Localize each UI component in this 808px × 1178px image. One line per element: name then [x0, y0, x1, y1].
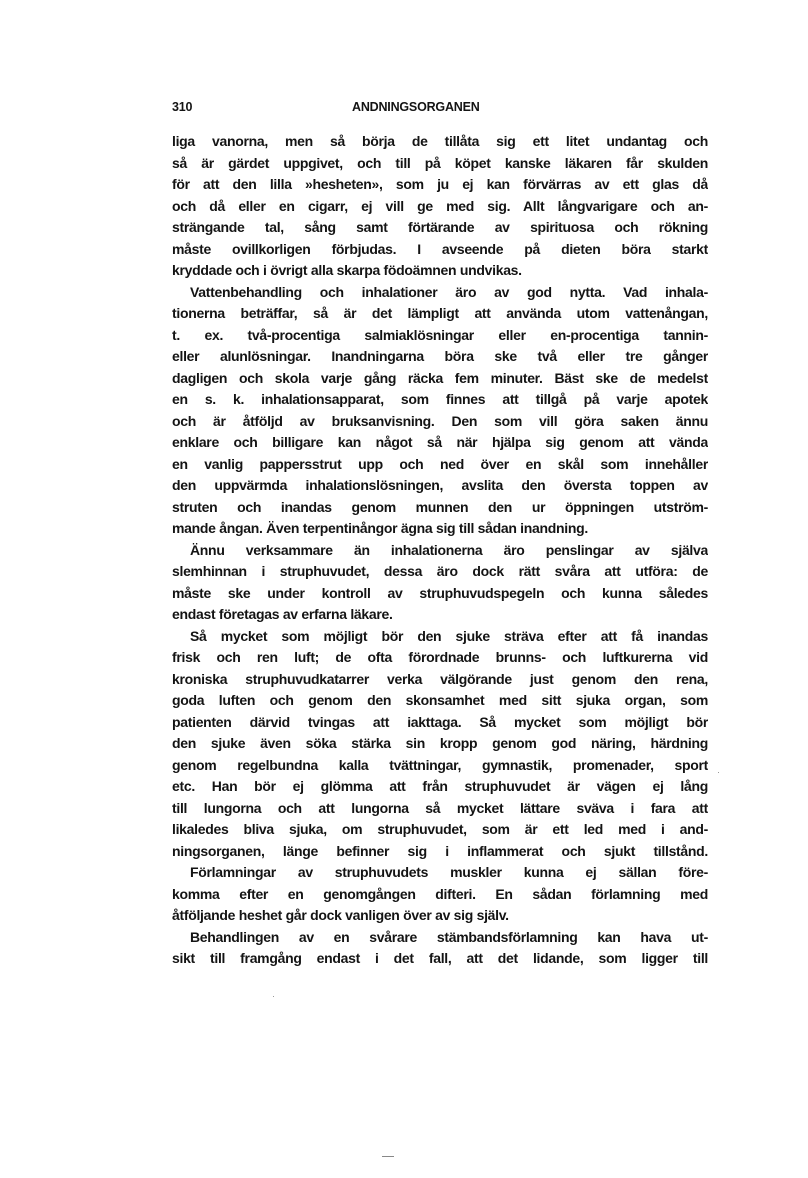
text-line: mande ångan. Även terpentinångor ägna sig till sådan inandning.: [172, 520, 588, 536]
text-line: och då eller en cigarr, ej vill ge med sig. Allt långvarigare och an-: [172, 197, 708, 214]
footer-mark: [382, 1156, 394, 1157]
text-line: genom regelbundna kalla tvättningar, gymnastik, promenader, sport: [172, 756, 708, 773]
text-line: Så mycket som möjligt bör den sjuke sträva efter att få inandas: [190, 627, 708, 644]
text-line: måste ovillkorligen förbjudas. I avseende på dieten böra starkt: [172, 240, 708, 257]
text-line: dagligen och skola varje gång räcka fem minuter. Bäst ske de medelst: [172, 369, 708, 386]
text-line: och är åtföljd av bruksanvisning. Den som vill göra saken ännu: [172, 412, 708, 429]
text-line: en vanlig pappersstrut upp och ned över en skål som innehåller: [172, 455, 708, 472]
text-line: Vattenbehandling och inhalationer äro av god nytta. Vad inhala-: [190, 283, 708, 300]
text-line: enklare och billigare kan något så när hjälpa sig genom att vända: [172, 434, 708, 450]
text-line: Ännu verksammare än inhalationerna äro penslingar av själva: [190, 541, 708, 558]
text-line: den uppvärmda inhalationslösningen, avslita den översta toppen av: [172, 477, 708, 493]
text-line: ningsorganen, länge befinner sig i inflammerat och sjukt tillstånd.: [172, 842, 708, 859]
text-line: åtföljande heshet går dock vanligen över av sig själv.: [172, 907, 509, 923]
text-line: goda luften och genom den skonsamhet med sitt sjuka organ, som: [172, 692, 708, 708]
text-line: struten och inandas genom munnen den ur öppningen utström-: [172, 498, 708, 515]
text-line: till lungorna och att lungorna så mycket lättare sväva i fara att: [172, 799, 708, 816]
text-line: etc. Han bör ej glömma att från struphuvudet är vägen ej lång: [172, 778, 708, 794]
scan-speck: [718, 772, 719, 773]
text-line: en s. k. inhalationsapparat, som finnes att tillgå på varje apotek: [172, 391, 708, 407]
page-number: 310: [172, 100, 193, 114]
text-line: för att den lilla »hesheten», som ju ej kan förvärras av ett glas då: [172, 176, 708, 192]
text-line: kryddade och i övrigt alla skarpa födoämnen undvikas.: [172, 262, 522, 278]
text-line: Förlamningar av struphuvudets muskler kunna ej sällan före-: [190, 864, 708, 880]
text-line: tionerna beträffar, så är det lämpligt att använda utom vattenångan,: [172, 305, 708, 321]
text-line: kroniska struphuvudkatarrer verka välgörande just genom den rena,: [172, 670, 708, 687]
scan-speck: [273, 996, 274, 997]
page-header: [172, 100, 708, 120]
text-line: frisk och ren luft; de ofta förordnade brunns- och luftkurerna vid: [172, 649, 708, 665]
text-line: den sjuke även söka stärka sin kropp genom god näring, härdning: [172, 735, 708, 751]
text-line: så är gärdet uppgivet, och till på köpet kanske läkaren får skulden: [172, 154, 708, 171]
text-line: slemhinnan i struphuvudet, dessa äro dock rätt svåra att utföra: de: [172, 563, 708, 579]
text-line: liga vanorna, men så börja de tillåta sig ett litet undantag och: [172, 133, 708, 149]
text-line: Behandlingen av en svårare stämbandsförlamning kan hava ut-: [190, 928, 708, 945]
text-line: patienten därvid tvingas att iakttaga. Så mycket som möjligt bör: [172, 713, 708, 730]
text-line: t. ex. två-procentiga salmiaklösningar eller en-procentiga tannin-: [172, 326, 708, 343]
text-line: likaledes bliva sjuka, om struphuvudet, som är ett led med i and-: [172, 821, 708, 837]
text-line: komma efter en genomgången difteri. En sådan förlamning med: [172, 885, 708, 902]
body-text: [172, 131, 708, 970]
text-line: eller alunlösningar. Inandningarna böra ske två eller tre gånger: [172, 348, 708, 364]
text-line: måste ske under kontroll av struphuvudspegeln och kunna således: [172, 584, 708, 601]
running-head: ANDNINGSORGANEN: [352, 100, 480, 114]
text-line: sikt till framgång endast i det fall, att det lidande, som ligger till: [172, 950, 708, 966]
text-line: strängande tal, sång samt förtärande av spirituosa och rökning: [172, 219, 708, 235]
text-line: endast företagas av erfarna läkare.: [172, 606, 393, 622]
